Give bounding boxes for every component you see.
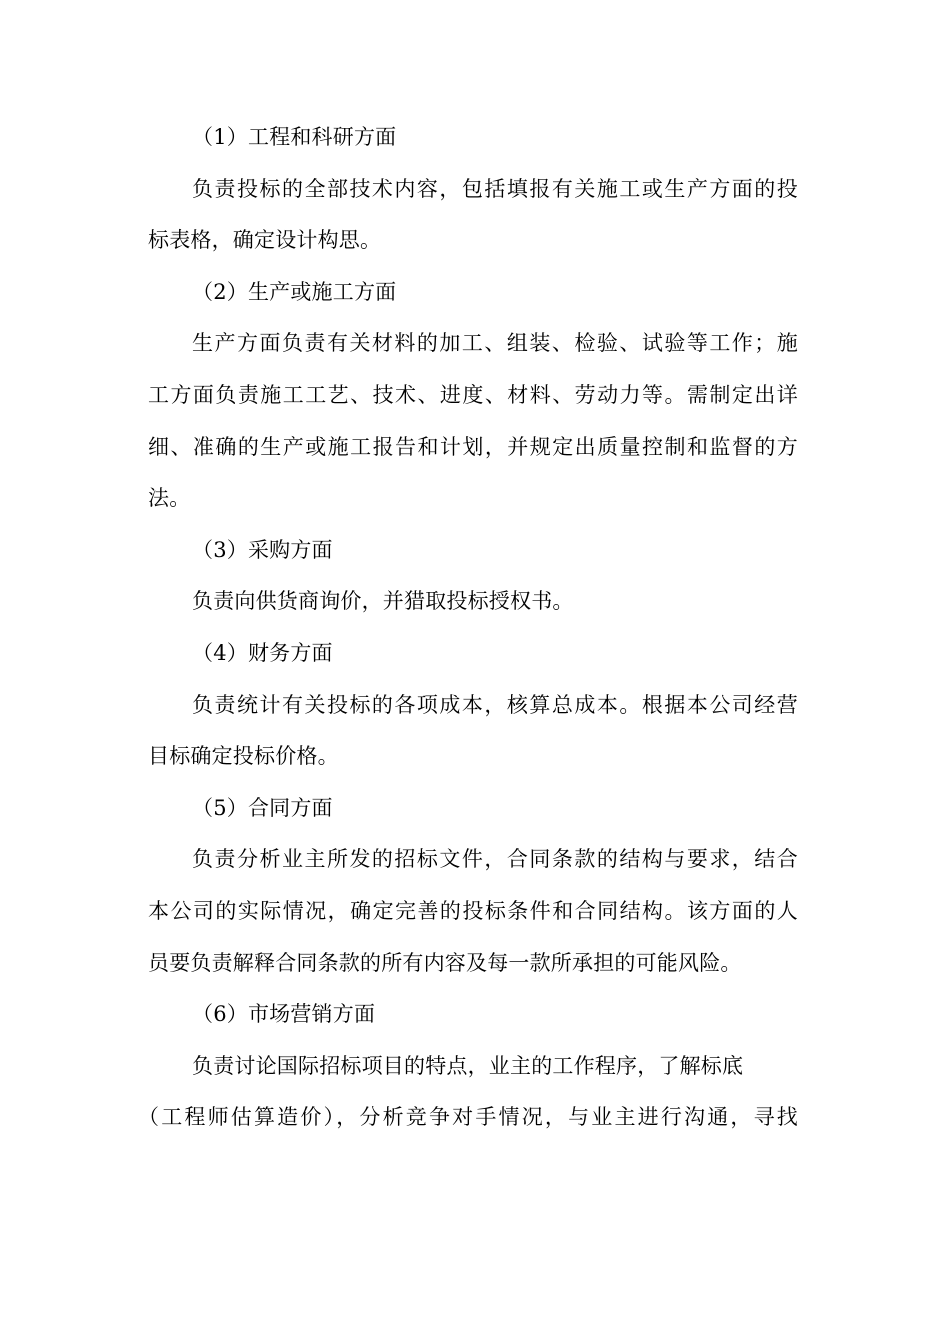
document-body — [138, 112, 798, 1144]
paragraph-line: 目标确定投标价格。 — [148, 744, 339, 769]
paragraph-line: 负责统计有关投标的各项成本，核算总成本。根据本公司经营 — [192, 692, 798, 717]
section-heading: （4）财务方面 — [192, 640, 333, 665]
section-heading: （3）采购方面 — [192, 537, 333, 562]
paragraph-line: 员要负责解释合同条款的所有内容及每一款所承担的可能风险。 — [148, 950, 742, 975]
paragraph-line: 标表格，确定设计构思。 — [148, 228, 382, 253]
paragraph-line: （工程师估算造价），分析竞争对手情况，与业主进行沟通，寻找 — [138, 1105, 798, 1130]
section-heading: （6）市场营销方面 — [192, 1002, 376, 1027]
paragraph-line: 细、准确的生产或施工报告和计划，并规定出质量控制和监督的方 — [148, 434, 798, 459]
paragraph-line: 负责向供货商询价，并猎取投标授权书。 — [192, 589, 574, 614]
paragraph-line: 负责讨论国际招标项目的特点，业主的工作程序，了解标底 — [192, 1053, 744, 1078]
paragraph-line: 工方面负责施工工艺、技术、进度、材料、劳动力等。需制定出详 — [148, 382, 798, 407]
paragraph-line: 本公司的实际情况，确定完善的投标条件和合同结构。该方面的人 — [148, 898, 798, 923]
section-heading: （2）生产或施工方面 — [192, 279, 397, 304]
paragraph-line: 负责分析业主所发的招标文件，合同条款的结构与要求，结合 — [192, 847, 798, 872]
paragraph-line: 生产方面负责有关材料的加工、组装、检验、试验等工作；施 — [192, 331, 798, 356]
section-heading: （1）工程和科研方面 — [192, 125, 397, 149]
section-heading: （5）合同方面 — [192, 795, 333, 820]
paragraph-line: 法。 — [148, 486, 191, 511]
paragraph-line: 负责投标的全部技术内容，包括填报有关施工或生产方面的投 — [192, 176, 798, 201]
